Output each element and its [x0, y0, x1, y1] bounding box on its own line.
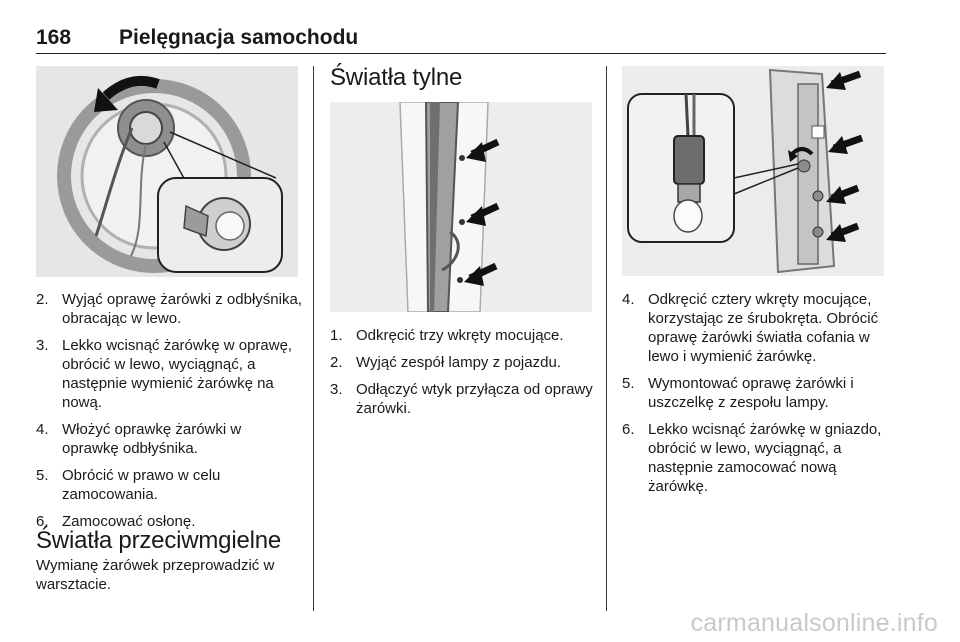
list-item: 4. Odkręcić cztery wkręty mocujące, korzystając ze śrubokręta. Obrócić oprawę żarówki światła cofania w lewo i wymienić żarówkę. — [622, 291, 879, 365]
paragraph-fog-lights: Wymianę żarówek przeprowadzić w warsztacie. — [36, 557, 275, 593]
list-item: 6. Lekko wcisnąć żarówkę w gniazdo, obrócić w lewo, wyciągnąć, a następnie zamocować nową żarówkę. — [622, 421, 882, 495]
page-number: 168 — [36, 26, 72, 49]
list-item: 6. Zamocować osłonę. — [36, 513, 196, 530]
figure-tail-lamp-bulb — [622, 66, 884, 276]
column-divider-right — [606, 66, 607, 611]
list-item: 3. Lekko wcisnąć żarówkę w oprawę, obrócić w lewo, wyciągnąć, a następnie wymienić żarówkę na nową. — [36, 337, 293, 411]
steps-list-middle — [330, 326, 596, 426]
list-item: 1. Odkręcić trzy wkręty mocujące. — [330, 327, 564, 344]
steps-list-left — [36, 290, 302, 539]
list-item: 3. Odłączyć wtyk przyłącza od oprawy żarówki. — [330, 381, 593, 417]
list-item: 4. Włożyć oprawkę żarówki w oprawkę odbłyśnika. — [36, 421, 242, 457]
list-item: 2. Wyjąć zespół lampy z pojazdu. — [330, 354, 561, 371]
page-title: Pielęgnacja samochodu — [119, 26, 359, 49]
steps-list-right — [622, 290, 888, 504]
section-title-fog-lights: Światła przeciwmgielne — [36, 527, 282, 554]
figure-bulb-socket — [36, 66, 298, 277]
page-header — [36, 18, 886, 52]
list-item: 5. Wymontować oprawę żarówki i uszczelkę z zespołu lampy. — [622, 375, 854, 411]
column-divider-left — [313, 66, 314, 611]
list-item: 2. Wyjąć oprawę żarówki z odbłyśnika, obracając w lewo. — [36, 291, 302, 327]
figure-tail-lamp-screws — [330, 102, 592, 312]
watermark: carmanualsonline.info — [690, 609, 938, 637]
section-title-tail-lights: Światła tylne — [330, 64, 463, 91]
list-item: 5. Obrócić w prawo w celu zamocowania. — [36, 467, 221, 503]
header-rule — [36, 53, 886, 54]
